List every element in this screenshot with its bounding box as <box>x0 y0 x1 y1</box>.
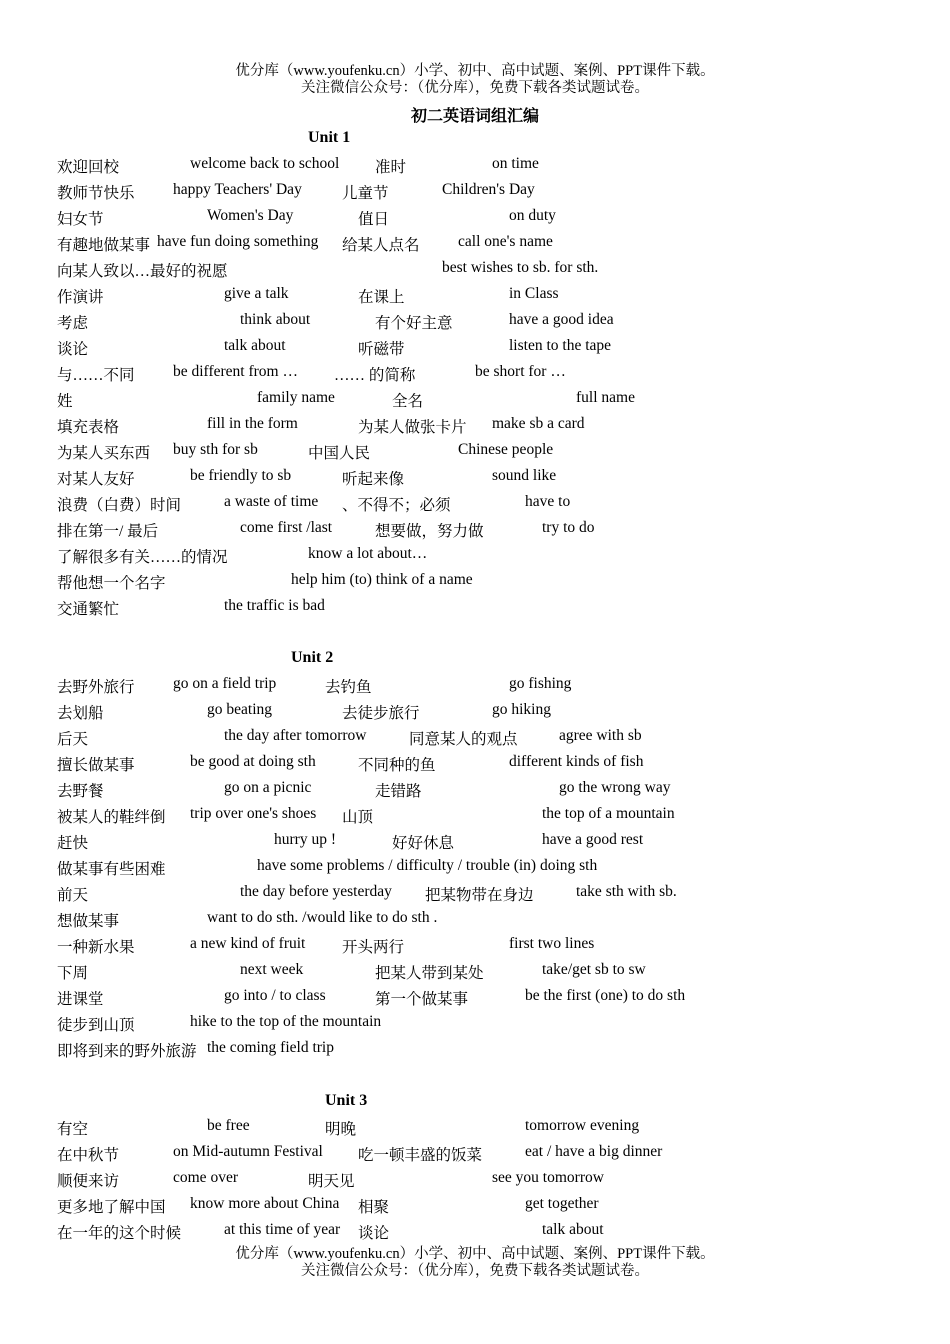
chinese-term: 山顶 <box>342 809 374 826</box>
english-phrase: go beating <box>207 701 272 718</box>
chinese-term: 向某人致以…最好的祝愿 <box>57 263 228 280</box>
chinese-term: 值日 <box>358 211 390 228</box>
vocab-row <box>0 727 950 749</box>
vocab-row <box>0 337 950 359</box>
vocab-row <box>0 233 950 255</box>
english-phrase: welcome back to school <box>190 155 340 172</box>
english-phrase: hike to the top of the mountain <box>190 1013 382 1030</box>
chinese-term: 中国人民 <box>308 445 371 462</box>
document-title: 初二英语词组汇编 <box>410 108 539 125</box>
english-phrase: be friendly to sb <box>190 467 292 484</box>
vocab-row <box>0 363 950 385</box>
english-phrase: help him (to) think of a name <box>291 571 473 588</box>
english-phrase: next week <box>240 961 304 978</box>
english-phrase: family name <box>257 389 335 406</box>
footer-line-2: 关注微信公众号：（优分库），免费下载各类试题试卷。 <box>301 1263 649 1279</box>
chinese-term: 一种新水果 <box>57 939 135 956</box>
english-phrase: go fishing <box>509 675 572 692</box>
chinese-term: 下周 <box>57 965 89 982</box>
chinese-term: 顺便来访 <box>57 1173 120 1190</box>
english-phrase: give a talk <box>224 285 289 302</box>
chinese-term: 走错路 <box>375 783 422 800</box>
chinese-term: 填充表格 <box>57 419 120 436</box>
vocab-row <box>0 467 950 489</box>
chinese-term: 有趣地做某事 <box>57 237 151 254</box>
vocab-row <box>0 1117 950 1139</box>
vocab-row <box>0 935 950 957</box>
vocab-row <box>0 805 950 827</box>
chinese-term: 给某人点名 <box>342 237 420 254</box>
english-phrase: have to <box>525 493 571 510</box>
header-line-1: 优分库（www.youfenku.cn）小学、初中、高中试题、案例、PPT课件下载。 <box>235 63 715 79</box>
chinese-term: 即将到来的野外旅游 <box>57 1043 197 1060</box>
english-phrase: take sth with sb. <box>576 883 677 900</box>
vocab-row <box>0 571 950 593</box>
vocab-row <box>0 1169 950 1191</box>
chinese-term: 在中秋节 <box>57 1147 120 1164</box>
english-phrase: know more about China <box>190 1195 340 1212</box>
english-phrase: hurry up ! <box>274 831 336 848</box>
chinese-term: 把某物带在身边 <box>425 887 534 904</box>
english-phrase: the day after tomorrow <box>224 727 367 744</box>
vocab-row <box>0 285 950 307</box>
english-phrase: listen to the tape <box>509 337 612 354</box>
english-phrase: tomorrow evening <box>525 1117 640 1134</box>
vocab-row <box>0 909 950 931</box>
english-phrase: have a good rest <box>542 831 644 848</box>
english-phrase: go the wrong way <box>559 779 671 796</box>
vocab-row <box>0 1195 950 1217</box>
vocab-row <box>0 441 950 463</box>
english-phrase: want to do sth. /would like to do sth . <box>207 909 438 926</box>
english-phrase: try to do <box>542 519 595 536</box>
chinese-term: 欢迎回校 <box>57 159 120 176</box>
vocab-row <box>0 1013 950 1035</box>
chinese-term: 好好休息 <box>392 835 455 852</box>
vocab-row <box>0 753 950 775</box>
chinese-term: 了解很多有关……的情况 <box>57 549 228 566</box>
chinese-term: 在课上 <box>358 289 405 306</box>
english-phrase: know a lot about… <box>308 545 428 562</box>
vocab-row <box>0 1039 950 1061</box>
chinese-term: 浪费（白费）时间 <box>57 497 182 514</box>
english-phrase: the top of a mountain <box>542 805 675 822</box>
english-phrase: go hiking <box>492 701 551 718</box>
vocab-row <box>0 883 950 905</box>
english-phrase: be different from … <box>173 363 298 380</box>
chinese-term: 听起来像 <box>342 471 405 488</box>
chinese-term: 擅长做某事 <box>57 757 135 774</box>
vocab-row <box>0 207 950 229</box>
english-phrase: in Class <box>509 285 559 302</box>
chinese-term: 、不得不；必须 <box>342 497 451 514</box>
english-phrase: agree with sb <box>559 727 642 744</box>
chinese-term: 去徒步旅行 <box>342 705 420 722</box>
english-phrase: different kinds of fish <box>509 753 644 770</box>
english-phrase: go into / to class <box>224 987 326 1004</box>
vocab-row <box>0 259 950 281</box>
english-phrase: on duty <box>509 207 556 224</box>
vocab-row <box>0 857 950 879</box>
vocab-row <box>0 1143 950 1165</box>
english-phrase: talk about <box>542 1221 604 1238</box>
english-phrase: on Mid-autumn Festival <box>173 1143 323 1160</box>
chinese-term: 明天见 <box>308 1173 355 1190</box>
english-phrase: go on a field trip <box>173 675 277 692</box>
chinese-term: 开头两行 <box>342 939 405 956</box>
english-phrase: be the first (one) to do sth <box>525 987 686 1004</box>
chinese-term: 教师节快乐 <box>57 185 135 202</box>
english-phrase: Chinese people <box>458 441 554 458</box>
english-phrase: fill in the form <box>207 415 298 432</box>
english-phrase: Children's Day <box>442 181 535 198</box>
english-phrase: see you tomorrow <box>492 1169 604 1186</box>
chinese-term: 妇女节 <box>57 211 104 228</box>
english-phrase: have fun doing something <box>157 233 319 250</box>
english-phrase: get together <box>525 1195 599 1212</box>
vocab-row <box>0 779 950 801</box>
chinese-term: 谈论 <box>358 1225 390 1242</box>
english-phrase: first two lines <box>509 935 595 952</box>
english-phrase: make sb a card <box>492 415 585 432</box>
english-phrase: eat / have a big dinner <box>525 1143 663 1160</box>
vocab-row <box>0 961 950 983</box>
english-phrase: the traffic is bad <box>224 597 325 614</box>
chinese-term: 不同种的鱼 <box>358 757 436 774</box>
english-phrase: a waste of time <box>224 493 319 510</box>
chinese-term: 作演讲 <box>57 289 104 306</box>
english-phrase: be free <box>207 1117 250 1134</box>
chinese-term: 想要做，努力做 <box>375 523 484 540</box>
english-phrase: on time <box>492 155 539 172</box>
english-phrase: best wishes to sb. for sth. <box>442 259 599 276</box>
header-line-2: 关注微信公众号：（优分库），免费下载各类试题试卷。 <box>301 80 649 96</box>
unit-title: Unit 1 <box>308 129 351 146</box>
chinese-term: 排在第一/ 最后 <box>57 523 159 540</box>
chinese-term: 准时 <box>375 159 407 176</box>
chinese-term: …… 的简称 <box>334 367 416 384</box>
chinese-term: 去野外旅行 <box>57 679 135 696</box>
english-phrase: full name <box>576 389 635 406</box>
english-phrase: the coming field trip <box>207 1039 334 1056</box>
chinese-term: 把某人带到某处 <box>375 965 484 982</box>
english-phrase: happy Teachers' Day <box>173 181 302 198</box>
chinese-term: 对某人友好 <box>57 471 135 488</box>
chinese-term: 后天 <box>57 731 89 748</box>
chinese-term: 想做某事 <box>57 913 120 930</box>
english-phrase: come over <box>173 1169 238 1186</box>
english-phrase: think about <box>240 311 311 328</box>
vocab-row <box>0 493 950 515</box>
english-phrase: come first /last <box>240 519 333 536</box>
unit-title: Unit 3 <box>325 1092 368 1109</box>
chinese-term: 赶快 <box>57 835 89 852</box>
chinese-term: 听磁带 <box>358 341 405 358</box>
chinese-term: 去野餐 <box>57 783 104 800</box>
chinese-term: 徒步到山顶 <box>57 1017 135 1034</box>
chinese-term: 去划船 <box>57 705 104 722</box>
chinese-term: 全名 <box>392 393 424 410</box>
english-phrase: trip over one's shoes <box>190 805 317 822</box>
chinese-term: 帮他想一个名字 <box>57 575 166 592</box>
vocab-row <box>0 1221 950 1243</box>
chinese-term: 吃一顿丰盛的饭菜 <box>358 1147 483 1164</box>
english-phrase: at this time of year <box>224 1221 341 1238</box>
chinese-term: 前天 <box>57 887 89 904</box>
english-phrase: a new kind of fruit <box>190 935 306 952</box>
chinese-term: 谈论 <box>57 341 89 358</box>
vocab-row <box>0 597 950 619</box>
chinese-term: 做某事有些困难 <box>57 861 166 878</box>
footer-line-1: 优分库（www.youfenku.cn）小学、初中、高中试题、案例、PPT课件下载。 <box>235 1246 715 1262</box>
vocab-row <box>0 389 950 411</box>
chinese-term: 儿童节 <box>342 185 389 202</box>
vocab-row <box>0 415 950 437</box>
chinese-term: 交通繁忙 <box>57 601 120 618</box>
chinese-term: 第一个做某事 <box>375 991 469 1008</box>
vocab-row <box>0 545 950 567</box>
english-phrase: talk about <box>224 337 286 354</box>
vocab-row <box>0 675 950 697</box>
chinese-term: 有空 <box>57 1121 89 1138</box>
chinese-term: 去钓鱼 <box>325 679 372 696</box>
english-phrase: buy sth for sb <box>173 441 258 458</box>
vocab-row <box>0 181 950 203</box>
chinese-term: 进课堂 <box>57 991 104 1008</box>
chinese-term: 相聚 <box>358 1199 390 1216</box>
chinese-term: 与……不同 <box>57 367 135 384</box>
english-phrase: the day before yesterday <box>240 883 392 900</box>
vocab-row <box>0 701 950 723</box>
chinese-term: 更多地了解中国 <box>57 1199 166 1216</box>
chinese-term: 考虑 <box>57 315 89 332</box>
english-phrase: Women's Day <box>207 207 294 224</box>
vocab-row <box>0 987 950 1009</box>
chinese-term: 姓 <box>57 393 73 410</box>
vocab-row <box>0 831 950 853</box>
chinese-term: 被某人的鞋绊倒 <box>57 809 166 826</box>
chinese-term: 明晚 <box>325 1121 357 1138</box>
english-phrase: go on a picnic <box>224 779 312 796</box>
english-phrase: sound like <box>492 467 557 484</box>
chinese-term: 为某人买东西 <box>57 445 151 462</box>
english-phrase: call one's name <box>458 233 553 250</box>
vocab-row <box>0 311 950 333</box>
english-phrase: be short for … <box>475 363 566 380</box>
english-phrase: have a good idea <box>509 311 614 328</box>
english-phrase: have some problems / difficulty / trouble (in) doing sth <box>257 857 598 874</box>
english-phrase: take/get sb to sw <box>542 961 646 978</box>
unit-title: Unit 2 <box>291 649 334 666</box>
chinese-term: 同意某人的观点 <box>409 731 518 748</box>
chinese-term: 在一年的这个时候 <box>57 1225 182 1242</box>
chinese-term: 有个好主意 <box>375 315 453 332</box>
chinese-term: 为某人做张卡片 <box>358 419 467 436</box>
english-phrase: be good at doing sth <box>190 753 316 770</box>
vocab-row <box>0 519 950 541</box>
vocab-row <box>0 155 950 177</box>
